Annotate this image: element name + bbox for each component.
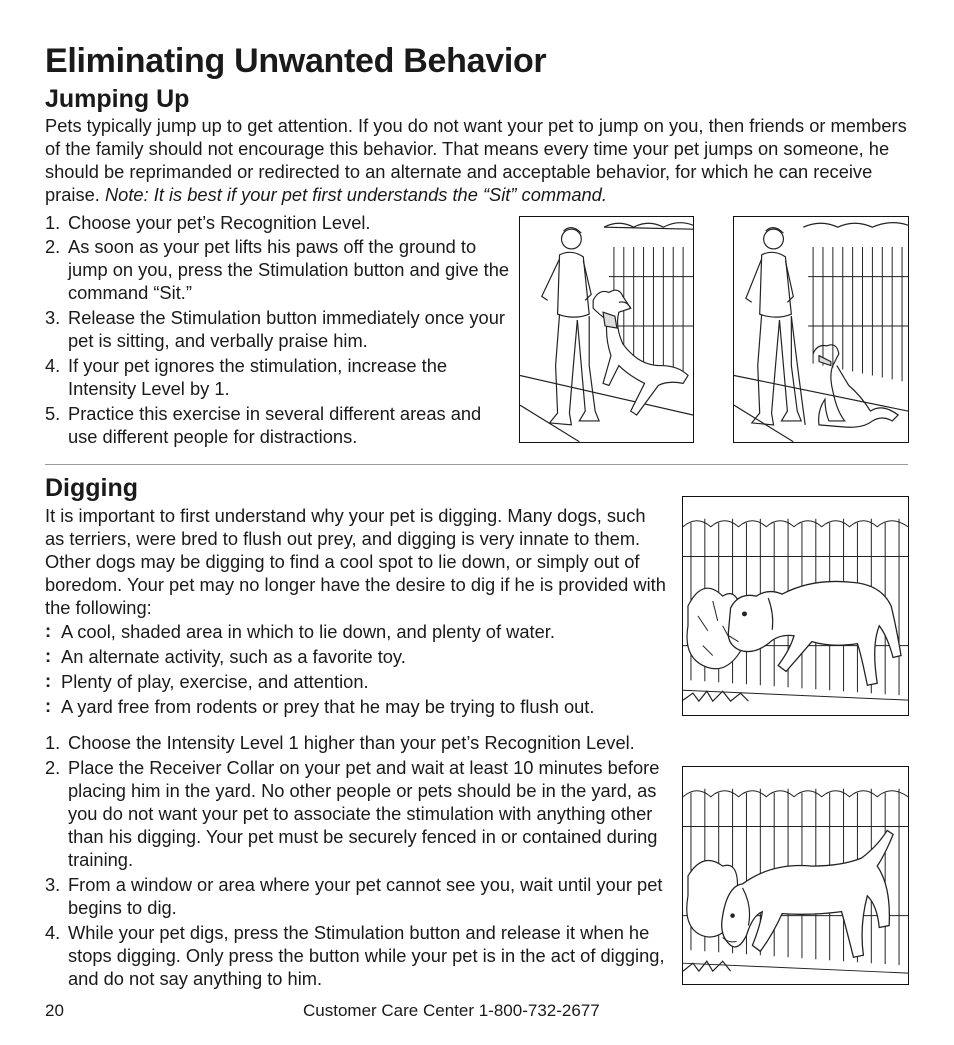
step-number: 1. (45, 212, 61, 233)
jumping-intro (45, 114, 915, 206)
customer-care-contact: Customer Care Center 1-800-732-2677 (303, 1001, 600, 1020)
jumping-steps (45, 211, 513, 448)
step-number: 2. (45, 757, 61, 778)
digging-intro: It is important to first understand why your pet is digging. Many dogs, such as terriers, were bred to flush out prey, and digging is very innate to them. Other dogs may be digging to find a cool spot to lie down, or simply out of boredom. Your pet may no longer have the desire to dig if he is provided with the following: (45, 505, 666, 618)
bullet-text: A yard free from rodents or prey that he may be trying to flush out. (61, 696, 595, 717)
digging-step (45, 873, 678, 919)
jumping-step (45, 211, 513, 234)
jumping-step (45, 354, 513, 400)
dog-jumping-drawing (520, 217, 693, 442)
page-title: Eliminating Unwanted Behavior (45, 42, 547, 80)
section-divider (45, 464, 908, 465)
illustration-dog-sniffing (682, 496, 909, 716)
step-number: 3. (45, 874, 61, 895)
step-text: Choose the Intensity Level 1 higher than your pet’s Recognition Level. (68, 732, 635, 753)
step-text: From a window or area where your pet cannot see you, wait until your pet begins to dig. (68, 874, 663, 918)
digging-steps (45, 731, 705, 990)
bullet-marker: : (45, 645, 52, 666)
dog-sitting-drawing (734, 217, 908, 442)
section-heading-digging: Digging (45, 474, 139, 502)
bullet-text: An alternate activity, such as a favorite toy. (61, 646, 406, 667)
bullet-marker: : (45, 670, 52, 691)
step-number: 5. (45, 403, 61, 424)
illustration-dog-sitting (733, 216, 909, 443)
bullet-item (45, 670, 675, 693)
bullet-item (45, 695, 675, 718)
step-text: Release the Stimulation button immediately once your pet is sitting, and verbally praise him. (68, 307, 505, 351)
dog-digging-drawing (683, 767, 908, 984)
step-number: 2. (45, 236, 61, 257)
dog-sniffing-drawing (683, 497, 908, 715)
step-number: 4. (45, 922, 61, 943)
bullet-text: Plenty of play, exercise, and attention. (61, 671, 369, 692)
bullet-marker: : (45, 620, 52, 641)
digging-step (45, 756, 683, 871)
digging-step (45, 921, 678, 990)
step-number: 4. (45, 355, 61, 376)
bullet-text: A cool, shaded area in which to lie down, and plenty of water. (61, 621, 555, 642)
step-text: As soon as your pet lifts his paws off the ground to jump on you, press the Stimulation button and give the command “Sit.” (68, 236, 510, 303)
jumping-step (45, 402, 513, 448)
jumping-step (45, 306, 513, 352)
bullet-item (45, 645, 675, 668)
jumping-note: Note: It is best if your pet first understands the “Sit” command. (104, 184, 607, 205)
step-text: If your pet ignores the stimulation, increase the Intensity Level by 1. (68, 355, 448, 399)
illustration-dog-digging (682, 766, 909, 985)
digging-step (45, 731, 705, 754)
step-text: Choose your pet’s Recognition Level. (68, 212, 371, 233)
section-heading-jumping: Jumping Up (45, 85, 190, 113)
step-text: Practice this exercise in several different areas and use different people for distractions. (68, 403, 482, 447)
page-number: 20 (45, 1001, 64, 1020)
illustration-dog-jumping (519, 216, 694, 443)
step-text: Place the Receiver Collar on your pet and wait at least 10 minutes before placing him in the yard. No other people or pets should be in the yard, as you do not want your pet to associate the stimulation with anything other than his digging. Your pet must be securely fenced in or contained during training. (68, 757, 660, 870)
bullet-marker: : (45, 695, 52, 716)
step-number: 1. (45, 732, 61, 753)
jumping-intro-text: Pets typically jump up to get attention. If you do not want your pet to jump on you, then friends or members of the family should not encourage this behavior. That means every time your pet jumps on someone, he should be reprimanded or redirected to an alternate and acceptable behavior, for which he can receive praise. (45, 115, 907, 205)
digging-bullets (45, 620, 675, 720)
step-number: 3. (45, 307, 61, 328)
jumping-step (45, 235, 513, 304)
bullet-item (45, 620, 675, 643)
step-text: While your pet digs, press the Stimulation button and release it when he stops digging. Only press the button while your pet is in the act of digging, and do not say anything to him. (68, 922, 665, 989)
